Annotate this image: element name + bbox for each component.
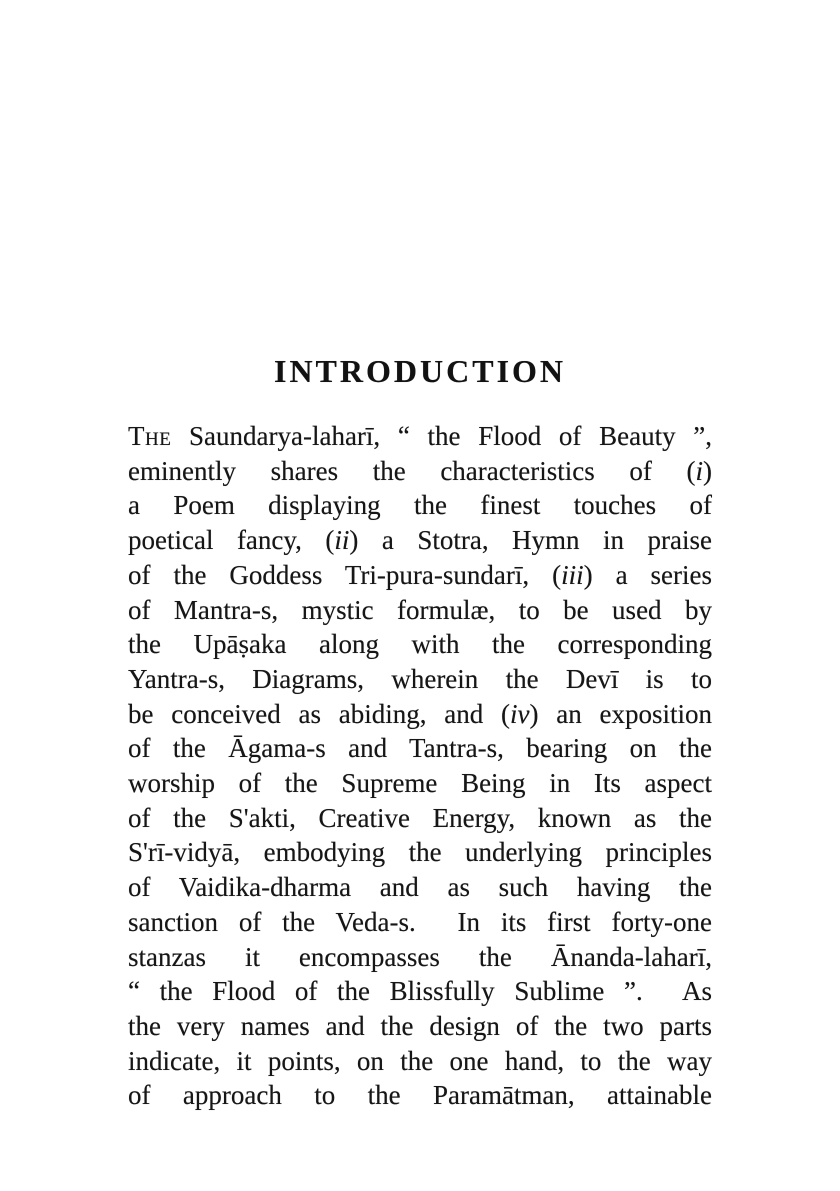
text-line: of Vaidika-dharma and as such having the [128,872,712,903]
text-line: S'rī-vidyā, embodying the underlying principles [128,837,712,868]
text-line: “ the Flood of the Blissfully Sublime ”. As [128,976,712,1007]
body-paragraph [128,419,712,1113]
text-line: of Mantra-s, mystic formulæ, to be used by [128,594,712,625]
text-line: sanction of the Veda-s. In its first forty-one [128,906,712,937]
text-line: indicate, it points, on the one hand, to the way [128,1045,712,1076]
text-line: Yantra-s, Diagrams, wherein the Devī is to [128,663,712,694]
text-line: of the Āgama-s and Tantra-s, bearing on the [128,733,712,764]
text-line: be conceived as abiding, and (iv) an exposition [128,698,712,729]
text-line: poetical fancy, (ii) a Stotra, Hymn in praise [128,525,712,556]
text-line: a Poem displaying the finest touches of [128,490,712,521]
text-line: stanzas it encompasses the Ānanda-laharī, [128,941,712,972]
leading-small-caps: The [128,421,172,451]
page-title: INTRODUCTION [273,353,567,389]
text-line: of approach to the Paramātman, attainable [128,1080,712,1111]
text-line: eminently shares the characteristics of (i) [128,455,712,486]
text-line: The Saundarya-laharī, “ the Flood of Beauty ”, [128,421,712,451]
text-line: of the S'akti, Creative Energy, known as the [128,802,712,833]
text-line: the Upāṣaka along with the corresponding [128,629,712,660]
text-line: worship of the Supreme Being in Its aspect [128,768,712,799]
text-line: the very names and the design of the two parts [128,1010,712,1041]
text-line: of the Goddess Tri-pura-sundarī, (iii) a series [128,559,712,590]
